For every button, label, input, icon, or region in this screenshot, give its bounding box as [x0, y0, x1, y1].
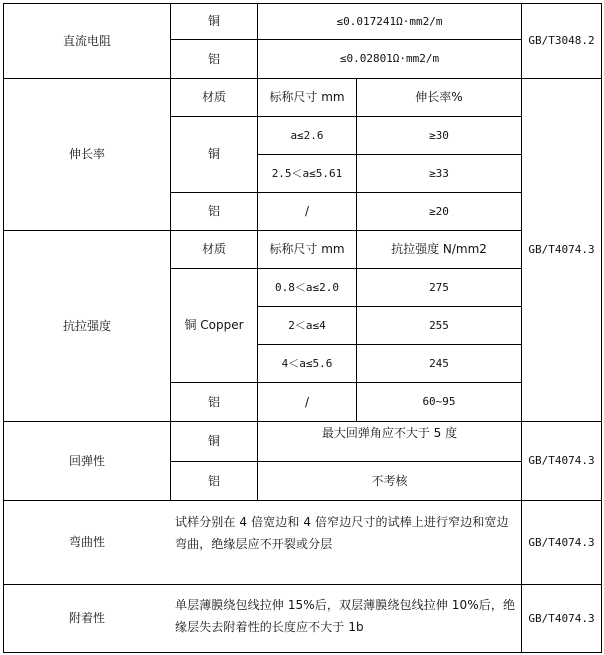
property-label-elongation: 伸长率: [68, 147, 105, 162]
bending-requirement: 试样分别在 4 倍宽边和 4 倍窄边尺寸的试棒上进行窄边和宽边弯曲，绝缘层应不开裂或分层: [175, 515, 509, 551]
elongation-size: 2.5＜a≤5.61: [271, 166, 343, 180]
tensile-value: 255: [429, 318, 449, 332]
material-copper: 铜: [207, 434, 220, 449]
standard-resistance: GB/T3048.2: [528, 34, 595, 48]
property-label-resistance: 直流电阻: [62, 33, 111, 48]
standard-elongation-tensile: GB/T4074.3: [528, 243, 595, 257]
elongation-size: a≤2.6: [290, 128, 324, 142]
springback-aluminum-value: 不考核: [371, 473, 408, 488]
elongation-value: ≥33: [429, 166, 449, 180]
material-copper: 铜 Copper: [184, 318, 244, 333]
adhesion-requirement: 单层薄膜绕包线拉伸 15%后，双层薄膜绕包线拉伸 10%后，绝缘层失去附着性的长度应不大于 1b: [175, 598, 516, 634]
property-label-adhesion: 附着性: [68, 611, 105, 626]
springback-copper-value: 最大回弹角应不大于 5 度: [321, 425, 458, 440]
tensile-size: 4＜a≤5.6: [281, 356, 333, 370]
material-aluminum: 铝: [207, 204, 220, 219]
header-material: 材质: [201, 90, 226, 105]
header-nominal-size: 标称尺寸 mm: [269, 90, 345, 105]
tensile-value: 60~95: [422, 395, 456, 409]
tensile-value: 275: [429, 280, 449, 294]
resistance-copper-value: ≤0.017241Ω·mm2/m: [336, 14, 443, 28]
header-nominal-size: 标称尺寸 mm: [269, 242, 345, 257]
header-tensile-strength: 抗拉强度 N/mm2: [391, 242, 487, 257]
table-border-bottom: [3, 652, 602, 653]
header-material: 材质: [201, 242, 226, 257]
material-aluminum: 铝: [207, 473, 220, 488]
standard-bending: GB/T4074.3: [528, 535, 595, 549]
tensile-value: 245: [429, 356, 449, 370]
standard-adhesion: GB/T4074.3: [528, 611, 595, 625]
elongation-value: ≥20: [429, 204, 449, 218]
material-aluminum: 铝: [207, 394, 220, 409]
material-copper: 铜: [207, 147, 220, 162]
property-label-tensile: 抗拉强度: [62, 318, 111, 333]
table-border-right: [601, 3, 602, 653]
standard-springback: GB/T4074.3: [528, 454, 595, 468]
elongation-value: ≥30: [429, 128, 449, 142]
material-aluminum: 铝: [207, 51, 220, 66]
elongation-size: /: [304, 204, 310, 219]
resistance-aluminum-value: ≤0.02801Ω·mm2/m: [339, 52, 440, 66]
property-label-bending: 弯曲性: [68, 535, 105, 550]
tensile-size: 0.8＜a≤2.0: [275, 280, 339, 294]
tensile-size: 2＜a≤4: [288, 318, 326, 332]
property-label-springback: 回弹性: [68, 453, 105, 468]
material-copper: 铜: [207, 14, 220, 29]
tensile-size: /: [304, 394, 310, 409]
header-elongation-rate: 伸长率%: [415, 90, 463, 105]
